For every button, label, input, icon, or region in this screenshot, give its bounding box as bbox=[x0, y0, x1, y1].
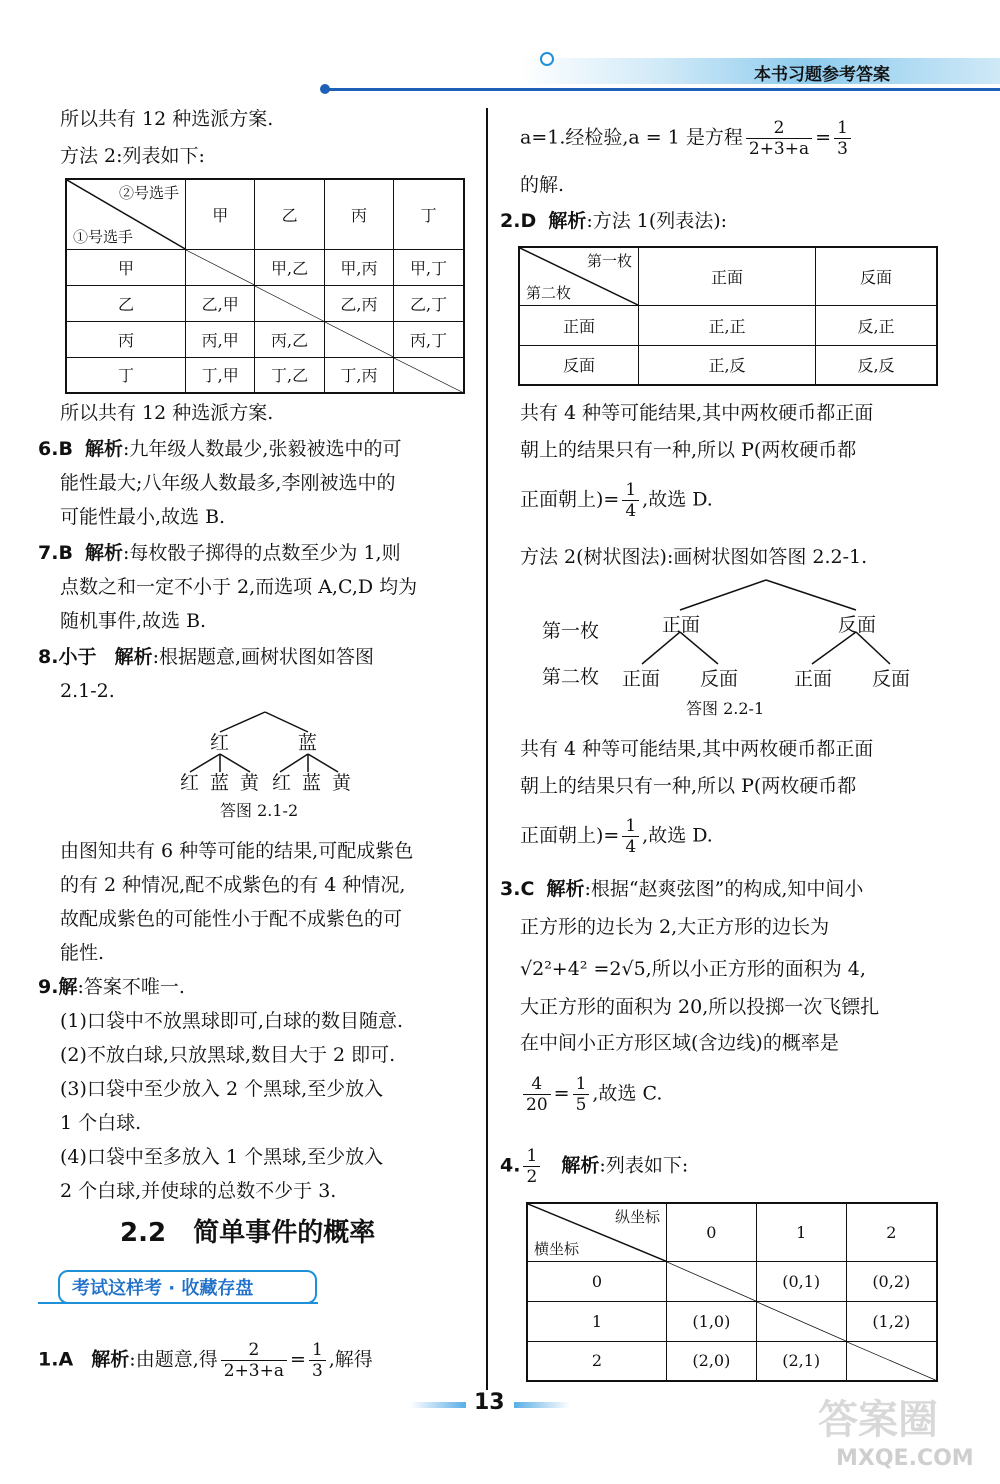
answer-7 bbox=[38, 540, 401, 566]
table-cell: 丁,乙 bbox=[255, 357, 324, 393]
row-header: 2 bbox=[527, 1341, 667, 1381]
answer-text: ,解得 bbox=[328, 1348, 373, 1371]
answer-text: 朝上的结果只有一种,所以 P(两枚硬币都 bbox=[520, 439, 857, 461]
answer-text: :根据题意,画树状图如答图 bbox=[152, 646, 375, 668]
header-rule bbox=[325, 88, 1000, 91]
answer-text: 能性. bbox=[60, 942, 105, 964]
watermark-logo: 答案圈 bbox=[818, 1397, 938, 1443]
table-cell: 丁,甲 bbox=[186, 357, 255, 393]
banner-underline bbox=[38, 1302, 318, 1304]
answer-text: :由题意,得 bbox=[129, 1348, 218, 1371]
corner-bottom: 横坐标 bbox=[534, 1239, 580, 1258]
figure-caption: 答图 2.1-2 bbox=[220, 801, 299, 820]
fraction: $\frac{1}{2}$ bbox=[523, 1146, 540, 1187]
answer-text: :九年级人数最少,张毅被选中的可 bbox=[123, 438, 402, 460]
tree-node: 反面 bbox=[838, 614, 877, 636]
table-cell: 乙,丁 bbox=[394, 285, 464, 321]
table-cell: 丙,丁 bbox=[394, 321, 464, 357]
answer-text: 能性最大;八年级人数最多,李刚被选中的 bbox=[60, 472, 396, 494]
table-cell: (0,1) bbox=[756, 1261, 846, 1301]
col-header: 丁 bbox=[394, 179, 464, 249]
answer-text: :每枚骰子掷得的点数至少为 1,则 bbox=[123, 542, 401, 564]
col-header: 0 bbox=[667, 1203, 757, 1261]
fraction: $\frac{1}{4}$ bbox=[622, 816, 639, 857]
tree-node: 蓝 bbox=[298, 732, 318, 754]
answer-text: a=1.经检验,a = 1 是方程 bbox=[520, 126, 743, 149]
table-cell: (2,1) bbox=[756, 1341, 846, 1381]
answer-text: 的解. bbox=[520, 174, 565, 196]
answer-text: :根据“赵爽弦图”的构成,知中间小 bbox=[584, 878, 864, 900]
fraction: $\frac{4}{20}$ bbox=[523, 1074, 551, 1115]
row-header: 甲 bbox=[66, 249, 186, 285]
answer-text: 2.1-2. bbox=[60, 680, 115, 702]
fraction: $\frac{1}{3}$ bbox=[834, 118, 851, 159]
table-coordinates bbox=[526, 1202, 938, 1382]
tree-leaf: 黄 bbox=[332, 772, 352, 794]
diagonal-cell bbox=[186, 249, 255, 285]
col-header: 反面 bbox=[816, 247, 938, 305]
diagonal-cell bbox=[324, 321, 393, 357]
tree-leaf: 反面 bbox=[872, 668, 911, 690]
answer-1: 1.A 解析:由题意,得 $\frac{2}{2+3+a}$ = $\frac{1}{3}$ ,解得 bbox=[38, 1340, 373, 1381]
answer-number: 3.C bbox=[500, 878, 535, 900]
corner-bottom: 第二枚 bbox=[526, 283, 572, 302]
answer-number: 9.解 bbox=[38, 976, 78, 998]
answer-text: :答案不唯一. bbox=[77, 976, 185, 998]
tree-leaf: 红 bbox=[272, 772, 292, 794]
table-cell: 甲,丁 bbox=[394, 249, 464, 285]
tree-diagram-2 bbox=[600, 576, 930, 672]
table-cell: (2,0) bbox=[667, 1341, 757, 1381]
answer-4 bbox=[500, 1146, 688, 1187]
table-cell: (0,2) bbox=[846, 1261, 937, 1301]
answer-text: 由图知共有 6 种等可能的结果,可配成紫色 bbox=[60, 840, 414, 862]
answer-text: 方法 2(树状图法):画树状图如答图 2.2-1. bbox=[520, 546, 868, 568]
answer-number: 1.A bbox=[38, 1348, 74, 1371]
analysis-tag: 解析 bbox=[85, 542, 124, 564]
answer-8 bbox=[38, 644, 374, 670]
analysis-tag: 解析 bbox=[548, 210, 587, 232]
table-cell: 正,反 bbox=[639, 345, 816, 385]
section-title bbox=[120, 1212, 375, 1249]
tree-level-label: 第一枚 bbox=[542, 620, 600, 642]
answer-text-r1: a=1.经检验,a = 1 是方程 $\frac{2}{2+3+a}$ = $\frac{1}{3}$ bbox=[520, 118, 854, 159]
answer-item: (2)不放白球,只放黑球,数目大于 2 即可. bbox=[60, 1044, 396, 1066]
header-label: 本书习题参考答案 bbox=[754, 65, 890, 85]
tree-leaf: 黄 bbox=[240, 772, 260, 794]
col-header: 乙 bbox=[255, 179, 324, 249]
answer-2 bbox=[500, 208, 727, 234]
corner-bottom: ①号选手 bbox=[73, 227, 134, 246]
answer-3 bbox=[500, 876, 863, 902]
row-header: 1 bbox=[527, 1301, 667, 1341]
row-header: 0 bbox=[527, 1261, 667, 1301]
answer-text: 可能性最小,故选 B. bbox=[60, 506, 226, 528]
corner-top: 第一枚 bbox=[586, 252, 632, 270]
fraction: $\frac{1}{5}$ bbox=[573, 1074, 590, 1115]
tree-leaf: 正面 bbox=[622, 668, 661, 690]
tree-level-label: 第二枚 bbox=[542, 666, 600, 688]
answer-text: :方法 1(列表法): bbox=[586, 210, 728, 232]
answer-number: 8.小于 bbox=[38, 646, 97, 668]
answer-text: 大正方形的面积为 20,所以投掷一次飞镖扎 bbox=[520, 996, 880, 1018]
header-rule-dot bbox=[320, 84, 330, 94]
answer-6 bbox=[38, 436, 401, 462]
answer-text: √2²+4² =2√5,所以小正方形的面积为 4, bbox=[520, 958, 866, 980]
tree-leaf: 正面 bbox=[794, 668, 833, 690]
answer-number: 7.B bbox=[38, 542, 73, 564]
answer-text: 朝上的结果只有一种,所以 P(两枚硬币都 bbox=[520, 775, 857, 797]
answer-text: 故配成紫色的可能性小于配不成紫色的可 bbox=[60, 908, 403, 930]
header-dot bbox=[540, 52, 554, 66]
exam-banner bbox=[38, 1270, 318, 1306]
tree-leaf: 蓝 bbox=[302, 772, 322, 794]
table-corner bbox=[527, 1203, 667, 1261]
table-coins bbox=[518, 246, 938, 386]
table-corner bbox=[66, 179, 186, 249]
row-header: 丁 bbox=[66, 357, 186, 393]
tree-node: 正面 bbox=[662, 614, 701, 636]
diagonal-cell bbox=[394, 357, 464, 393]
col-header: 2 bbox=[846, 1203, 937, 1261]
diagonal-cell bbox=[255, 285, 324, 321]
col-header: 甲 bbox=[186, 179, 255, 249]
section-number: 2.2 bbox=[120, 1218, 167, 1248]
text-line: 所以共有 12 种选派方案. bbox=[60, 108, 274, 130]
table-cell: 反,反 bbox=[816, 345, 938, 385]
col-header: 1 bbox=[756, 1203, 846, 1261]
table-cell: 丙,乙 bbox=[255, 321, 324, 357]
tree-leaf: 反面 bbox=[700, 668, 739, 690]
fraction: $\frac{2}{2+3+a}$ bbox=[221, 1340, 287, 1381]
answer-item: 2 个白球,并使球的总数不少于 3. bbox=[60, 1180, 337, 1202]
answer-item: (1)口袋中不放黑球即可,白球的数目随意. bbox=[60, 1010, 403, 1032]
corner-top: 纵坐标 bbox=[614, 1208, 660, 1226]
analysis-tag: 解析 bbox=[114, 646, 153, 668]
fraction: $\frac{2}{2+3+a}$ bbox=[746, 118, 812, 159]
table-cell: (1,2) bbox=[846, 1301, 937, 1341]
table-cell: 乙,丙 bbox=[324, 285, 393, 321]
tree-node: 红 bbox=[210, 732, 230, 754]
text-line: 方法 2:列表如下: bbox=[60, 145, 205, 167]
analysis-tag: 解析 bbox=[561, 1154, 600, 1177]
col-header: 丙 bbox=[324, 179, 393, 249]
column-divider bbox=[486, 108, 488, 1390]
fraction: $\frac{1}{3}$ bbox=[309, 1340, 326, 1381]
answer-text: 共有 4 种等可能结果,其中两枚硬币都正面 bbox=[520, 738, 874, 760]
answer-text: :列表如下: bbox=[599, 1154, 689, 1177]
page-number: 13 bbox=[474, 1390, 505, 1415]
table-cell: 丙,甲 bbox=[186, 321, 255, 357]
row-header: 反面 bbox=[519, 345, 639, 385]
diagonal-cell bbox=[846, 1341, 937, 1381]
diagonal-cell bbox=[667, 1261, 757, 1301]
section-name: 简单事件的概率 bbox=[193, 1218, 376, 1248]
answer-text: 随机事件,故选 B. bbox=[60, 610, 207, 632]
footer-deco-right bbox=[514, 1402, 570, 1408]
table-cell: 甲,丙 bbox=[324, 249, 393, 285]
tree-leaf: 红 bbox=[180, 772, 200, 794]
answer-text: 正方形的边长为 2,大正方形的边长为 bbox=[520, 916, 830, 938]
table-cell: (1,0) bbox=[667, 1301, 757, 1341]
answer-number: 2.D bbox=[500, 210, 537, 232]
corner-top: ②号选手 bbox=[118, 184, 179, 202]
answer-item: 1 个白球. bbox=[60, 1112, 142, 1134]
footer-deco-left bbox=[410, 1402, 466, 1408]
analysis-tag: 解析 bbox=[85, 438, 124, 460]
table-cell: 正,正 bbox=[639, 305, 816, 345]
text-line: 所以共有 12 种选派方案. bbox=[60, 402, 274, 424]
answer-number: 4. bbox=[500, 1154, 521, 1177]
answer-text-frac: 正面朝上)= $\frac{1}{4}$ ,故选 D. bbox=[520, 480, 713, 521]
answer-number: 6.B bbox=[38, 438, 73, 460]
analysis-tag: 解析 bbox=[546, 878, 585, 900]
table-cell: 乙,甲 bbox=[186, 285, 255, 321]
table-selection bbox=[65, 178, 465, 394]
answer-9 bbox=[38, 974, 185, 1000]
row-header: 丙 bbox=[66, 321, 186, 357]
answer-text: 共有 4 种等可能结果,其中两枚硬币都正面 bbox=[520, 402, 874, 424]
answer-text-frac: 正面朝上)= $\frac{1}{4}$ ,故选 D. bbox=[520, 816, 713, 857]
col-header: 正面 bbox=[639, 247, 816, 305]
watermark-url: MXQE.COM bbox=[836, 1446, 974, 1471]
answer-text: 点数之和一定不小于 2,而选项 A,C,D 均为 bbox=[60, 576, 418, 598]
row-header: 正面 bbox=[519, 305, 639, 345]
answer-item: (4)口袋中至多放入 1 个黑球,至少放入 bbox=[60, 1146, 384, 1168]
fraction: $\frac{1}{4}$ bbox=[622, 480, 639, 521]
table-cell: 反,正 bbox=[816, 305, 938, 345]
table-corner bbox=[519, 247, 639, 305]
answer-text: 的有 2 种情况,配不成紫色的有 4 种情况, bbox=[60, 874, 406, 896]
answer-text: 在中间小正方形区域(含边线)的概率是 bbox=[520, 1032, 839, 1054]
answer-text-frac: $\frac{4}{20}$ = $\frac{1}{5}$ ,故选 C. bbox=[520, 1074, 662, 1115]
table-cell: 丁,丙 bbox=[324, 357, 393, 393]
figure-caption: 答图 2.2-1 bbox=[686, 699, 765, 718]
tree-leaf: 蓝 bbox=[210, 772, 230, 794]
analysis-tag: 解析 bbox=[91, 1348, 130, 1371]
banner-label: 考试这样考 · 收藏存盘 bbox=[72, 1278, 254, 1299]
row-header: 乙 bbox=[66, 285, 186, 321]
diagonal-cell bbox=[756, 1301, 846, 1341]
table-cell: 甲,乙 bbox=[255, 249, 324, 285]
answer-item: (3)口袋中至少放入 2 个黑球,至少放入 bbox=[60, 1078, 384, 1100]
